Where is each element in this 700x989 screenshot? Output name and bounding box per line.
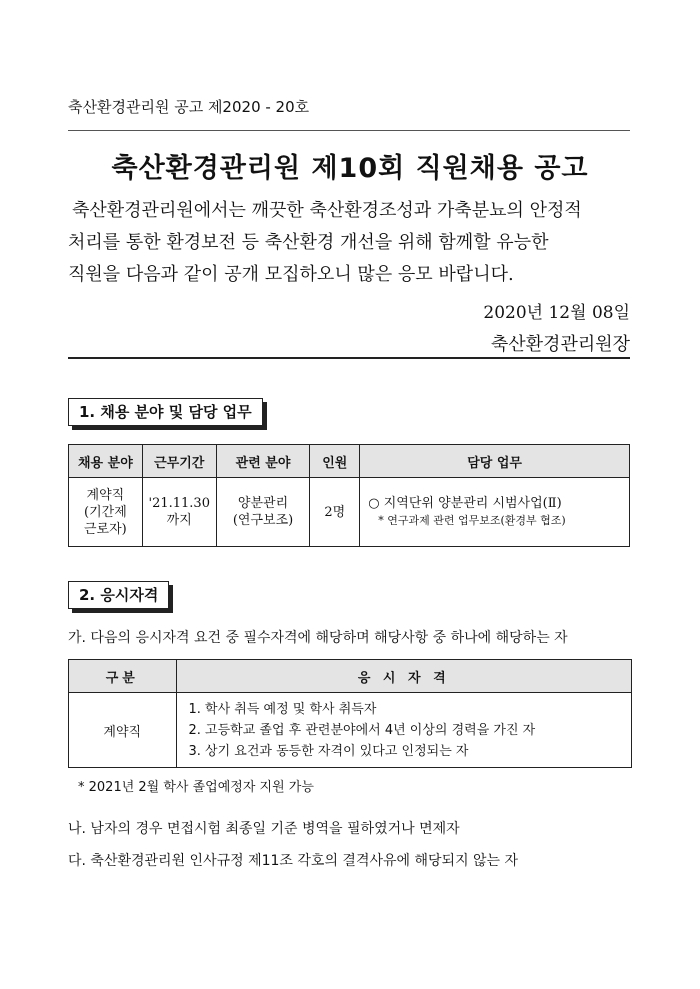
column-header: 응 시 자 격 bbox=[176, 660, 631, 693]
cell-line: 계약직 bbox=[86, 487, 125, 503]
cell-line: 까지 bbox=[166, 513, 192, 528]
section-heading-qualifications: 2. 응시자격 bbox=[68, 581, 169, 609]
related-field-cell bbox=[216, 478, 310, 547]
duty-note: * 연구과제 관련 업무보조(환경부 협조) bbox=[378, 514, 566, 527]
intro-line: 처리를 통한 환경보전 등 축산환경 개선을 위해 함께할 유능한 bbox=[68, 232, 549, 253]
section-heading-recruitment: 1. 채용 분야 및 담당 업무 bbox=[68, 398, 263, 426]
qualification-item-da: 다. 축산환경관리원 인사규정 제11조 각호의 결격사유에 해당되지 않는 자 bbox=[68, 853, 519, 869]
page-title: 축산환경관리원 제10회 직원채용 공고 bbox=[111, 153, 589, 184]
issuer-name: 축산환경관리원장 bbox=[490, 334, 630, 355]
qualification-list bbox=[176, 693, 631, 768]
notice-number: 축산환경관리원 공고 제2020 - 20호 bbox=[68, 98, 310, 116]
cell-line: 근로자) bbox=[84, 521, 127, 537]
field-cell bbox=[69, 478, 143, 547]
column-header: 인원 bbox=[310, 445, 360, 478]
table-row bbox=[69, 693, 632, 768]
qualification-item: 2. 고등학교 졸업 후 관련분야에서 4년 이상의 경력을 가진 자 bbox=[188, 722, 536, 738]
column-header: 근무기간 bbox=[142, 445, 216, 478]
period-cell bbox=[142, 478, 216, 547]
qualification-item-na: 나. 남자의 경우 면접시험 최종일 기준 병역을 필하였거나 면제자 bbox=[68, 821, 460, 837]
qualification-note: * 2021년 2월 학사 졸업예정자 지원 가능 bbox=[78, 780, 314, 795]
qualification-table bbox=[68, 659, 632, 768]
table-header-row bbox=[69, 445, 630, 478]
table-row bbox=[69, 478, 630, 547]
cell-line: 양분관리 bbox=[237, 496, 289, 511]
duty-cell bbox=[360, 478, 630, 547]
cell-line: '21.11.30 bbox=[148, 496, 210, 511]
headcount-cell: 2명 bbox=[310, 478, 360, 547]
column-header: 구분 bbox=[69, 660, 177, 693]
top-divider bbox=[68, 130, 630, 131]
cell-line: (기간제 bbox=[84, 504, 127, 520]
recruitment-table bbox=[68, 444, 630, 547]
header-divider bbox=[68, 357, 630, 359]
intro-line: 축산환경관리원에서는 깨끗한 축산환경조성과 가축분뇨의 안정적 bbox=[72, 200, 582, 221]
notice-date: 2020년 12월 08일 bbox=[483, 303, 630, 323]
column-header: 채용 분야 bbox=[69, 445, 143, 478]
duty-main: ○ 지역단위 양분관리 시범사업(Ⅱ) bbox=[368, 496, 562, 511]
cell-line: (연구보조) bbox=[232, 513, 294, 528]
table-header-row bbox=[69, 660, 632, 693]
column-header: 담당 업무 bbox=[360, 445, 630, 478]
category-cell: 계약직 bbox=[69, 693, 177, 768]
qualification-intro: 가. 다음의 응시자격 요건 중 필수자격에 해당하며 해당사항 중 하나에 해당하는 자 bbox=[68, 630, 568, 646]
column-header: 관련 분야 bbox=[216, 445, 310, 478]
qualification-item: 3. 상기 요건과 동등한 자격이 있다고 인정되는 자 bbox=[188, 743, 469, 759]
intro-line: 직원을 다음과 같이 공개 모집하오니 많은 응모 바랍니다. bbox=[68, 264, 514, 285]
qualification-item: 1. 학사 취득 예정 및 학사 취득자 bbox=[188, 701, 377, 717]
